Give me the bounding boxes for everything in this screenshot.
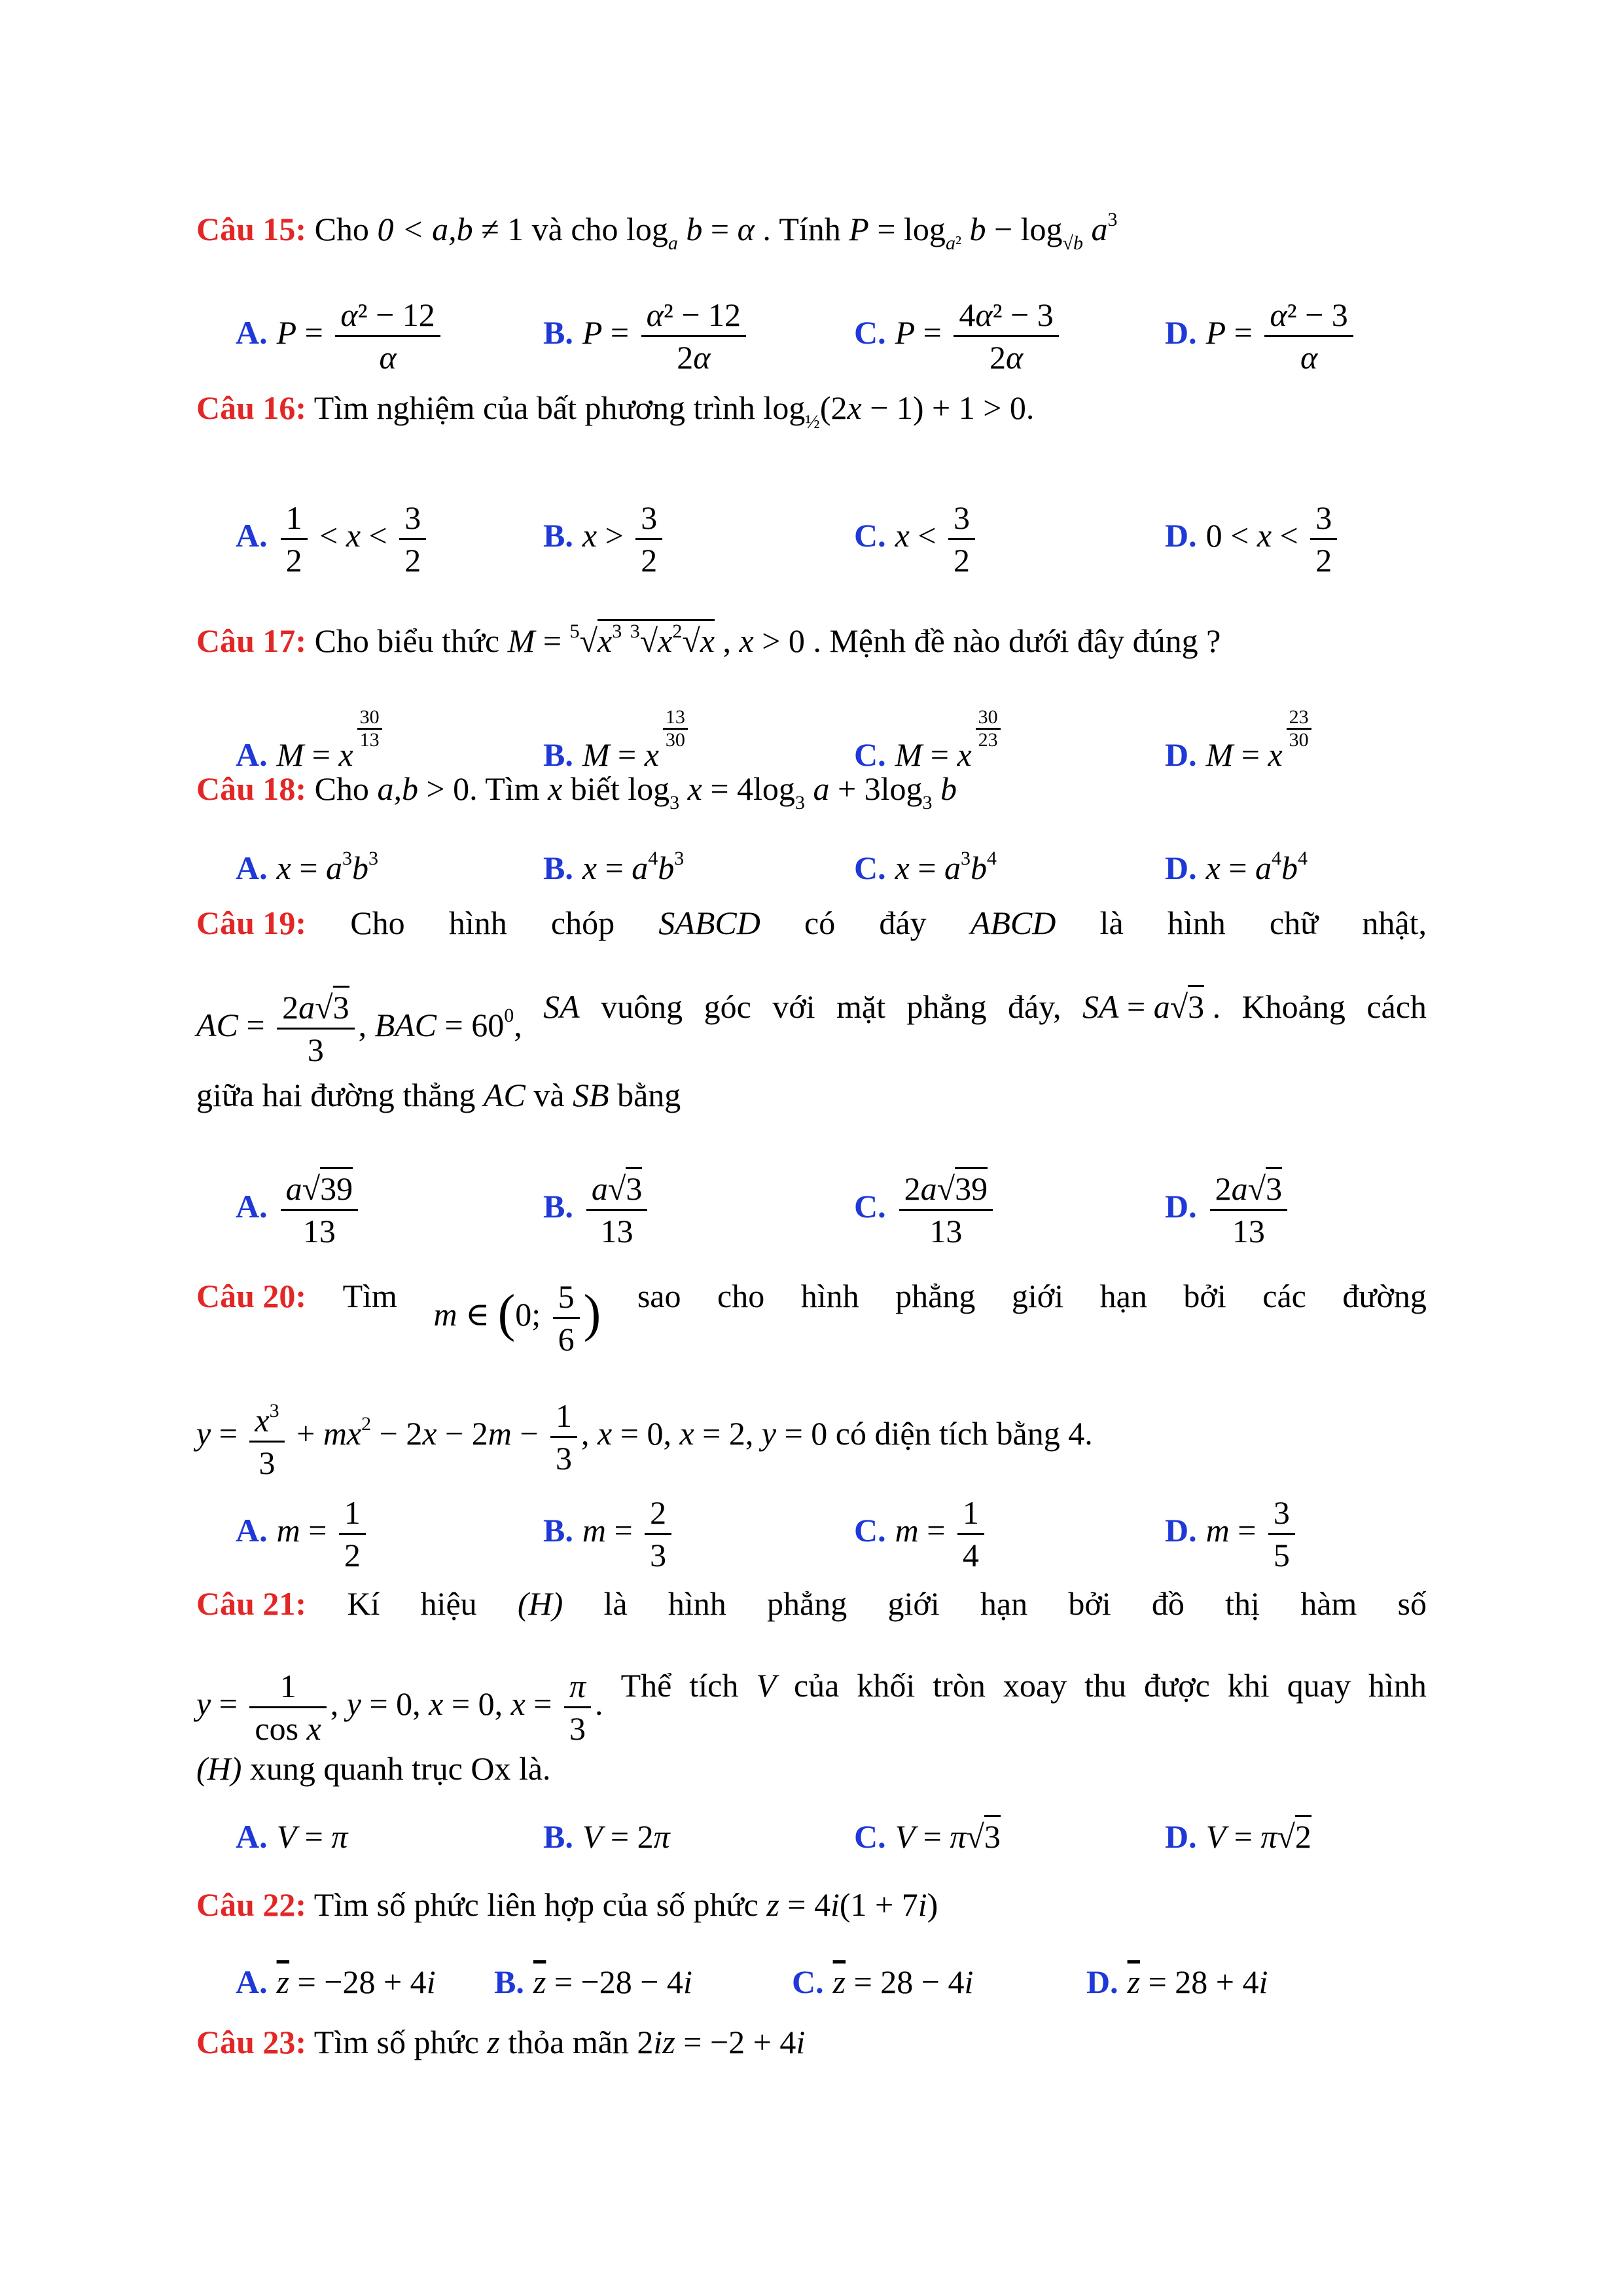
question-stem: Tìm nghiệm của bất phương trình $\log_{\frac{1}{2}}(2x - 1) + 1 > 0$. <box>313 389 1035 433</box>
option-d[interactable]: D. M = x $\frac{23}{30}$ <box>1165 707 1315 774</box>
question-label: Câu 17: <box>196 622 307 659</box>
option-a[interactable]: A. P = $\frac{\text{α² − 12}}{\alpha}$ <box>236 295 444 378</box>
question-label: Câu 15: <box>196 211 307 247</box>
question-16 <box>196 388 1427 442</box>
option-c[interactable]: C. P = $\frac{\text{4α² − 3}}{2\alpha}$ <box>854 295 1063 378</box>
option-d[interactable]: D. m = $\frac{3}{5}$ <box>1165 1492 1299 1575</box>
question-stem: Cho 0 < a,b ≠ 1 và cho $\log_a b = \alpha$ . Tính $P = \log_{a^2} b - \log_{√b} a^3$ <box>314 209 1118 254</box>
question-19-line-3: giữa hai đường thẳng AC và SB bằng <box>196 1077 681 1113</box>
option-c[interactable]: C. x < $\frac{3}{2}$ <box>854 497 979 581</box>
question-label: Câu 18: <box>196 770 307 807</box>
question-19: Câu 19: Cho hình chóp SABCD có đáy ABCD là hình chữ nhật, <box>196 905 1427 941</box>
question-23 <box>196 2022 1427 2062</box>
option-a[interactable]: A. m = $\frac{1}{2}$ <box>236 1492 370 1575</box>
option-d[interactable]: D. P = $\frac{\text{α² − 3}}{\alpha}$ <box>1165 295 1357 378</box>
question-21: Câu 21: Kí hiệu (H) là hình phẳng giới hạn bởi đồ thị hàm số <box>196 1585 1427 1622</box>
question-20: Câu 20: Tìm m ∈ (0; $\frac{5}{6}$ ) sao cho hình phẳng giới hạn bởi các đường <box>196 1276 1427 1359</box>
question-label: Câu 16: <box>196 389 307 426</box>
question-label: Câu 22: <box>196 1886 307 1923</box>
option-a[interactable]: A. $\frac{1}{2}$ < x < $\frac{3}{2}$ <box>236 497 430 581</box>
question-label: Câu 19: <box>196 905 307 941</box>
option-d[interactable]: D. 0 < x < $\frac{3}{2}$ <box>1165 497 1341 581</box>
question-label: Câu 23: <box>196 2024 307 2060</box>
option-b[interactable]: B. V = 2π <box>543 1818 670 1855</box>
option-d[interactable]: D. $\overline{z} = 28 + 4i$ <box>1086 1964 1268 2000</box>
question-18 <box>196 769 1427 823</box>
option-a[interactable]: A. V = π <box>236 1818 348 1855</box>
question-15 <box>196 200 1427 263</box>
option-c[interactable]: C. V = π√3 <box>854 1817 1001 1856</box>
question-21-line-3: (H) xung quanh trục Ox là. <box>196 1750 551 1787</box>
question-19-line-2: AC = $\frac{2a√3}{3}$ , BAC = $60^0$, SA vuông góc với mặt phẳng đáy, SA = a√3 . Khoảng cách <box>196 987 1427 1070</box>
option-a[interactable]: A. M = x $\frac{30}{13}$ <box>236 707 386 774</box>
question-label: Câu 21: <box>196 1585 307 1622</box>
question-21-line-2: y = $\frac{1}{\text{cos x}}$ , y = 0, x = 0, x = $\frac{\pi}{3}$ . Thể tích V của khối tròn xoay thu được khi quay hình <box>196 1667 1427 1747</box>
option-a[interactable]: A. $\overline{z} = -28 + 4i$ <box>236 1964 436 2000</box>
option-a[interactable]: A. $x = a^3b^3$ <box>236 848 379 886</box>
option-b[interactable]: B. M = x $\frac{13}{30}$ <box>543 707 692 774</box>
option-a[interactable]: A. $\frac{a√39}{13}$ <box>236 1168 362 1251</box>
question-stem: Cho biểu thức $M = ^5√x^3$ $^3√x^2√x$ , x > 0 . Mệnh đề nào dưới đây đúng ? <box>314 620 1221 659</box>
option-c[interactable]: C. $\frac{2a√39}{13}$ <box>854 1168 997 1251</box>
option-d[interactable]: D. $x = a^4b^4$ <box>1165 848 1308 886</box>
option-b[interactable]: B. $\frac{a√3}{13}$ <box>543 1168 651 1251</box>
option-c[interactable]: C. m = $\frac{1}{4}$ <box>854 1492 988 1575</box>
question-label: Câu 20: <box>196 1278 307 1314</box>
option-b[interactable]: B. m = $\frac{2}{3}$ <box>543 1492 675 1575</box>
option-c[interactable]: C. $\overline{z} = 28 - 4i$ <box>792 1964 974 2000</box>
option-d[interactable]: D. V = π√2 <box>1165 1817 1311 1856</box>
option-b[interactable]: B. x > $\frac{3}{2}$ <box>543 497 666 581</box>
option-b[interactable]: B. $x = a^4b^3$ <box>543 848 685 886</box>
question-20-line-2: y = $\frac{x^3}{3}$ + $mx^2 - 2x - 2m$ − $\frac{1}{3}$ , x = 0, x = 2, y = 0 có diện tích bằng 4. <box>196 1391 1427 1483</box>
question-stem: Tìm số phức liên hợp của số phức z = 4i(1 + 7i) <box>313 1886 938 1923</box>
option-b[interactable]: B. $\overline{z} = -28 - 4i$ <box>494 1964 692 2000</box>
question-stem: Cho a,b > 0. Tìm x biết $\log_3 x = 4\log_3$ $a + 3\log_3$ b <box>314 770 957 814</box>
option-c[interactable]: C. M = x $\frac{30}{23}$ <box>854 707 1005 774</box>
question-22 <box>196 1885 1427 1924</box>
option-d[interactable]: D. $\frac{2a√3}{13}$ <box>1165 1168 1291 1251</box>
question-stem: Tìm số phức z thỏa mãn 2iz = −2 + 4i <box>313 2024 806 2060</box>
option-b[interactable]: B. P = $\frac{\text{α² − 12}}{2\alpha}$ <box>543 295 750 378</box>
question-17 <box>196 612 1427 660</box>
option-c[interactable]: C. $x = a^3b^4$ <box>854 848 997 886</box>
